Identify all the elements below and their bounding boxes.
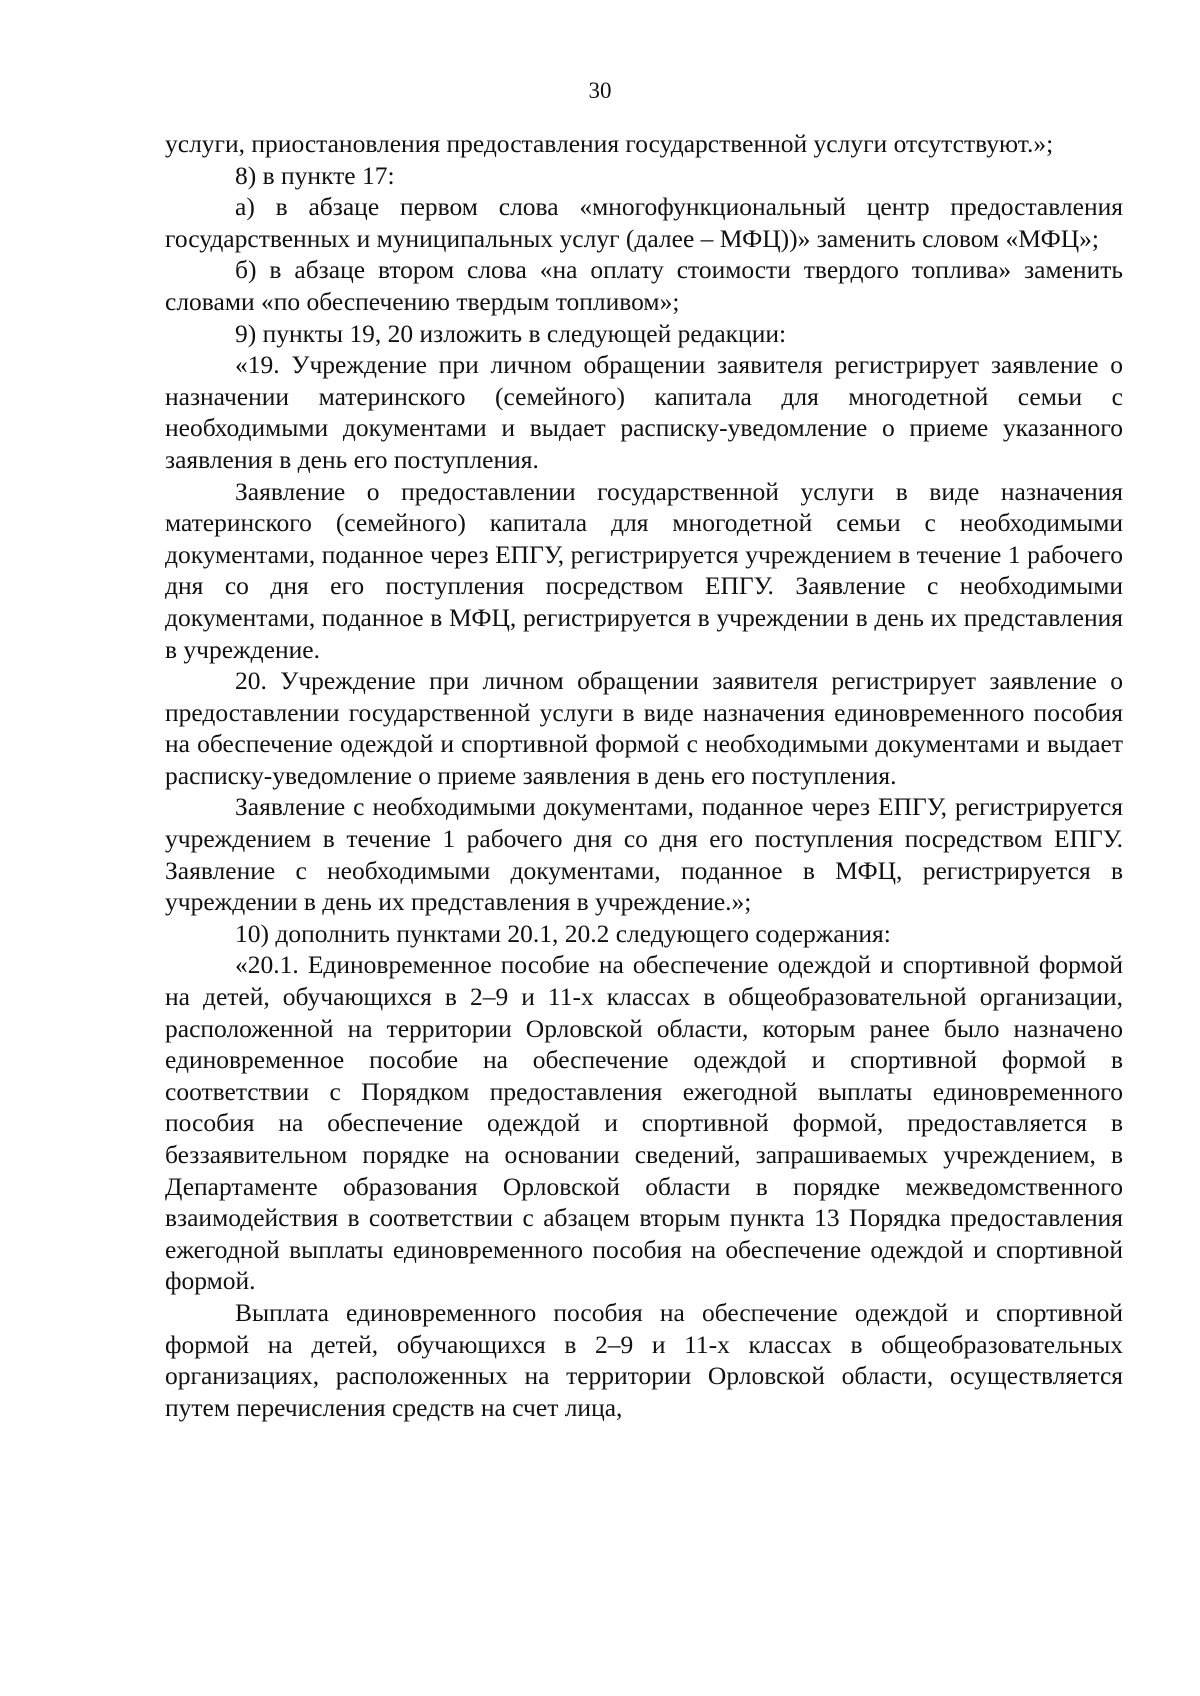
paragraph: «19. Учреждение при личном обращении заявителя регистрирует заявление о назначении материнского (семейного) капитала для многодетной семьи с необходимыми документами и выдает расписку-уведомление о приеме указанного заявления в день его поступления. bbox=[165, 350, 1123, 474]
paragraph: 20. Учреждение при личном обращении заявителя регистрирует заявление о предоставлении государственной услуги в виде назначения единовременного пособия на обеспечение одеждой и спортивной формой с необходимыми документами и выдает расписку-уведомление о приеме заявления в день его поступления. bbox=[165, 666, 1123, 790]
paragraph: 10) дополнить пунктами 20.1, 20.2 следующего содержания: bbox=[235, 918, 891, 948]
page-number: 30 bbox=[588, 78, 612, 103]
paragraph: б) в абзаце втором слова «на оплату стоимости твердого топлива» заменить словами «по обеспечению твердым топливом»; bbox=[165, 255, 1123, 316]
paragraph: Выплата единовременного пособия на обеспечение одеждой и спортивной формой на детей, обучающихся в 2–9 и 11-х классах в общеобразовательных организациях, расположенных на территории Орловской области, осуществляется путем перечисления средств на счет лица, bbox=[165, 1297, 1123, 1422]
paragraph: 9) пункты 19, 20 изложить в следующей редакции: bbox=[235, 318, 787, 348]
paragraph: 8) в пункте 17: bbox=[235, 160, 395, 190]
document-body bbox=[165, 128, 1123, 1423]
paragraph: Заявление с необходимыми документами, поданное через ЕПГУ, регистрируется учреждением в течение 1 рабочего дня со дня его поступления посредством ЕПГУ. Заявление с необходимыми документами, поданное в МФЦ, регистрируется в учреждении в день их представления в учреждение.»; bbox=[165, 792, 1123, 917]
paragraph: а) в абзаце первом слова «многофункциональный центр предоставления государственных и муниципальных услуг (далее – МФЦ))» заменить словом «МФЦ»; bbox=[165, 192, 1123, 253]
paragraph: Заявление о предоставлении государственной услуги в виде назначения материнского (семейного) капитала для многодетной семьи с необходимыми документами, поданное через ЕПГУ, регистрируется учреждением в течение 1 рабочего дня со дня его поступления посредством ЕПГУ. Заявление с необходимыми документами, поданное в МФЦ, регистрируется в учреждении в день их представления в учреждение. bbox=[165, 476, 1123, 664]
paragraph: «20.1. Единовременное пособие на обеспечение одеждой и спортивной формой на детей, обучающихся в 2–9 и 11-х классах в общеобразовательной организации, расположенной на территории Орловской области, которым ранее было назначено единовременное пособие на обеспечение одеждой и спортивной формой в соответствии с Порядком предоставления ежегодной выплаты единовременного пособия на обеспечение одеждой и спортивной формой, предоставляется в беззаявительном порядке на основании сведений, запрашиваемых учреждением, в Департаменте образования Орловской области в порядке межведомственного взаимодействия в соответствии с абзацем вторым пункта 13 Порядка предоставления ежегодной выплаты единовременного пособия на обеспечение одеждой и спортивной формой. bbox=[165, 950, 1123, 1296]
paragraph: услуги, приостановления предоставления государственной услуги отсутствуют.»; bbox=[165, 129, 1054, 158]
